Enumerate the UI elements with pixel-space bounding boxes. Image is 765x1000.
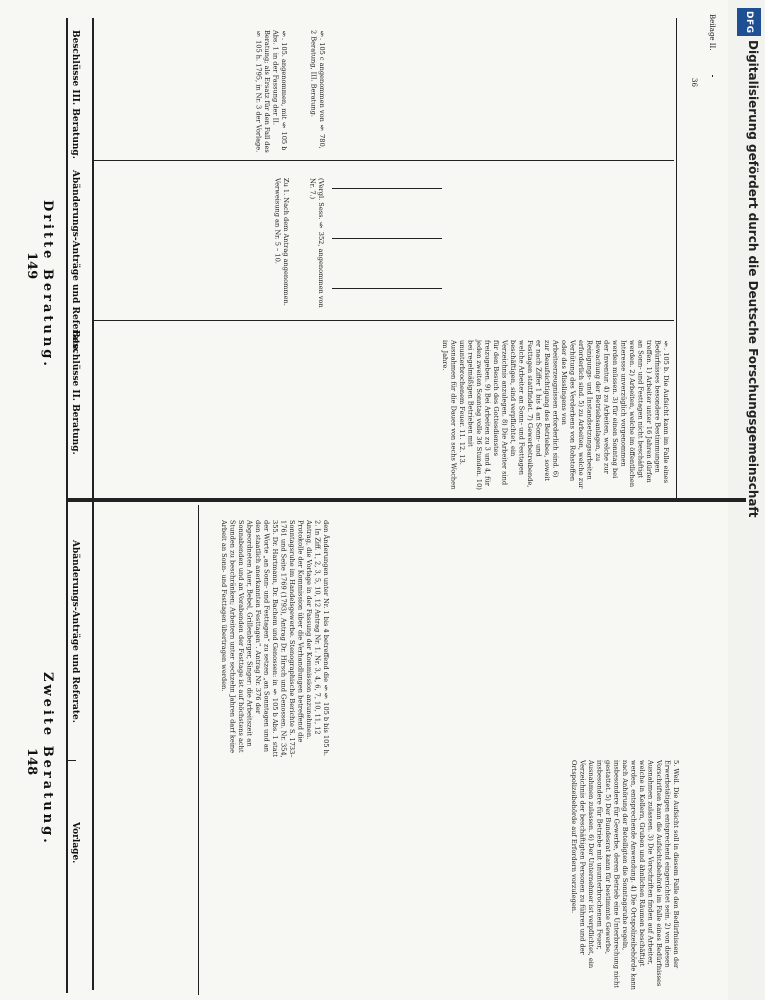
dfg-watermark-text: Digitalisierung gefördert durch die Deutsche Forschungsgemeinschaft	[746, 40, 760, 518]
beilage-label: Beilage II.	[708, 14, 716, 51]
annotation-2: (Vergl. Sess. § 352, angenommen von Nr. 7.)	[308, 178, 325, 308]
frame-line	[92, 500, 94, 990]
frame-line	[66, 18, 68, 993]
left-page-title: Zweite Beratung.	[40, 672, 55, 846]
right-beschluesse-ii-text: §. 105 b. Die Aufsicht kann im Falle eines Bedürfnisses besondere Bestimmungen treffen. 1) Arbeiter unter 16 Jahren dürfen an Sonn- und Festtagen nicht beschäftigt werden. 2) Arbeiten, welche im öffentlichen Interesse unverzüglich vorgenommen werden müssen. 3) für einen Sonntag bei der Inventur. 4) zu Arbeiten, welche zur Bewachung der Betriebsanlagen, zu Reinigungs- und Instandsetzungsarbeiten erforderlich sind. 5) zu Arbeiten, welche zur Verhütung des Verderbens von Rohstoffen oder des Misslingens von Arbeitserzeugnissen erforderlich sind. 6) zur Beaufsichtigung des Betriebes, soweit er nach Ziffer 1 bis 4 an Sonn- und Festtagen stattfindet. 7) Gewerbetreibende, welche Arbeiter an Sonn- und Festtagen beschäftigen, sind verpflichtet, ein Verzeichnis anzulegen. 8) Die Arbeiter sind für den Besuch des Gottesdienstes freizugeben. 9) Bei Arbeiten zu 3 und 4, für jeden zweiten Sonntag volle 36 Stunden. 10) bei regelmäßigen Betrieben mit ununterbrochenem Feuer. 11. 12. 13. Ausnahmen für die Dauer von sechs Wochen im Jahre.	[441, 340, 670, 490]
right-page-title: Dritte Beratung.	[40, 200, 55, 369]
footer-page-number: 36	[690, 78, 698, 87]
left-antraege-text: den Änderungen unter Nr. 1 bis 4 betreffend die §§ 105 b bis 105 h. 2. In Ziff. 1, 2, 3, 5, 10, 12 Antrag Nr. 1. Nr. 3, 4, 6, 7, 10, 11, 12 Antrag, die Vorlage in der Fassung der Kommission anzunehmen. Protokolle der Kommission über die Verhandlungen betreffend die Sonntagsruhe im Handelsgewerbe. Stenographische Berichte S. 1733–1761 und Seite 1769 (1793), Antrag Dr. Hirsch und Genossen. Nr. 354, 355. Dr. Hartmann, Dr. Bachem und Genossen: in § 105 b Abs. 1 statt der Worte „an Sonn- und Festtagen“ zu setzen „an Sonntagen und an den staatlich anerkannten Festtagen“. Antrag Nr. 376 der Abgeordneten Auer, Bebel, Grillenberger, Singer: die Arbeitszeit an Sonnabenden und an Vorabenden der Festtage ist auf höchstens acht Stunden zu beschränken; Arbeitern unter sechzehn Jahren darf keine Arbeit an Sonn- und Festtagen übertragen werden.	[220, 520, 330, 758]
left-page-number: 148	[24, 748, 39, 776]
dfg-logo: DFG	[737, 8, 761, 36]
annotation-4: §. 105 c angenommen von § 780, 2 Beratung, III. Beratung.	[309, 30, 326, 149]
col-heading-beschluesse-iii: Beschlüsse III. Beratung.	[70, 30, 80, 159]
col-heading-vorlage: Vorlage.	[70, 822, 80, 864]
col-heading-antraege-left: Abänderungs-Anträge und Referate.	[70, 540, 80, 723]
frame-line	[92, 18, 94, 500]
page-divider	[66, 498, 746, 502]
annotation-1: Zu 1. Nach dem Antrag angenommen. Verweisung an Nr. 5 – 10.	[273, 178, 290, 306]
right-page-number: 149	[24, 252, 39, 280]
col-heading-antraege-right: Abänderungs-Anträge und Referate.	[70, 170, 80, 353]
left-vorlage-text: 5. Weil. Die Aufsicht soll in diesem Falle den Bedürfnissen der Erwerbstätigen entsprechend eingerichtet sein. 2) von diesen Vorschriften kann die Aufsichtsbehörde im Falle eines Bedürfnisses Ausnahmen zulassen. 3) Die Vorschriften finden auf Arbeiter, welche in Kellern, Gruben und ähnlichen Räumen beschäftigt werden, entsprechende Anwendung. 4) Die Ortspolizeibehörde kann nach Anhörung der Beteiligten die Sonntagsruhe regeln, insbesondere für Gewerbe, deren Betrieb eine Unterbrechung nicht gestattet. 5) Der Bundesrat kann für bestimmte Gewerbe, insbesondere für Betriebe mit ununterbrochenem Feuer, Ausnahmen zulassen. 6) Der Unternehmer ist verpflichtet, ein Verzeichnis der beschäftigten Personen zu führen und der Ortspolizeibehörde auf Erfordern vorzulegen.	[570, 760, 680, 990]
col-heading-beschluesse-ii: Beschlüsse II. Beratung.	[70, 330, 80, 455]
annotation-3: §. 105. angenommen, mit § 105 b Abs. 1 in der Fassung der II. Beratung; als Ersatz für den Fall des § 105 h. 1795, in Nr. 3 der Vorlage.	[254, 30, 288, 153]
